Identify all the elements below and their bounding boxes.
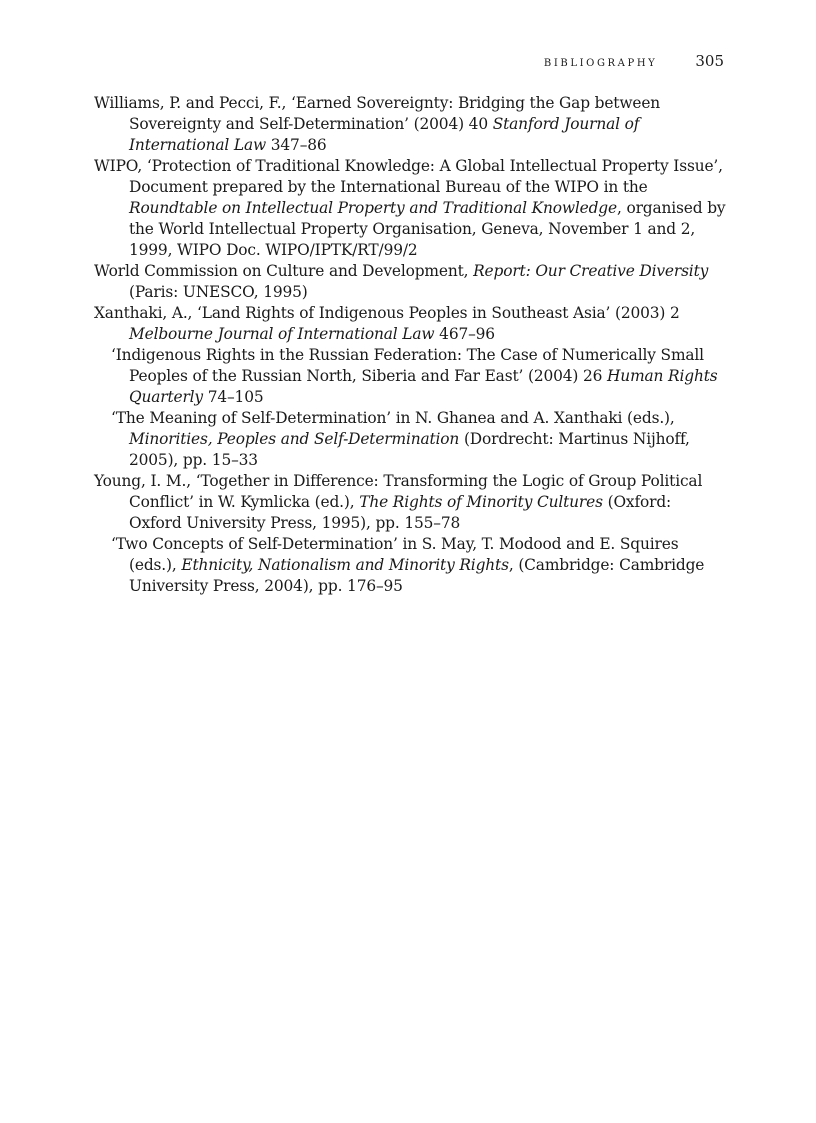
bib-entry-xanthaki-3 [94, 408, 726, 471]
running-head [94, 51, 724, 70]
entry-title: Human Rights Quarterly [129, 367, 718, 406]
entry-title: Melbourne Journal of International Law [129, 325, 435, 343]
entry-text: Young, I. M., ‘Together in Difference: Transforming the Logic of Group Political Conflict’ in W. Kymlicka (ed.), [94, 472, 703, 511]
bib-entry-xanthaki-2 [94, 345, 726, 408]
bibliography-list [94, 93, 726, 597]
entry-text: , organised by the World Intellectual Property Organisation, Geneva, November 1 and 2, 1999, WIPO Doc. WIPO/IPTK/RT/99/2 [129, 199, 726, 259]
entry-text: (Paris: UNESCO, 1995) [129, 283, 308, 301]
entry-title: Report: Our Creative Diversity [473, 262, 709, 280]
bib-entry-world-commission [94, 261, 726, 303]
entry-text: ‘Indigenous Rights in the Russian Federation: The Case of Numerically Small Peoples of the Russian North, Siberia and Far East’ (2004) 26 [111, 346, 704, 385]
bib-entry-young [94, 471, 726, 534]
entry-text: Williams, P. and Pecci, F., ‘Earned Sovereignty: Bridging the Gap between Sovereignty and Self-Determination’ (2004) 40 [94, 94, 661, 133]
entry-title: Roundtable on Intellectual Property and Traditional Knowledge [129, 199, 617, 217]
entry-text: 347–86 [266, 136, 327, 154]
bib-entry-wipo [94, 156, 726, 261]
entry-title: The Rights of Minority Cultures [359, 493, 603, 511]
bib-entry-xanthaki [94, 303, 726, 345]
running-title: BIBLIOGRAPHY [543, 58, 658, 69]
bib-entry-young-2 [94, 534, 726, 597]
entry-text: , (Cambridge: Cambridge University Press, 2004), pp. 176–95 [129, 556, 705, 595]
entry-text: ‘Two Concepts of Self-Determination’ in S. May, T. Modood and E. Squires (eds.), [111, 535, 679, 574]
entry-text: (Oxford: Oxford University Press, 1995), pp. 155–78 [129, 493, 672, 532]
entry-text: World Commission on Culture and Development, [94, 262, 474, 280]
entry-title: Stanford Journal of International Law [129, 115, 640, 154]
entry-text: 467–96 [434, 325, 495, 343]
entry-text: ‘The Meaning of Self-Determination’ in N. Ghanea and A. Xanthaki (eds.), [111, 409, 675, 427]
entry-text: Xanthaki, A., ‘Land Rights of Indigenous Peoples in Southeast Asia’ (2003) 2 [94, 304, 680, 322]
bib-entry-williams [94, 93, 726, 156]
page-number: 305 [695, 52, 724, 70]
entry-text: (Dordrecht: Martinus Nijhoff, 2005), pp. 15–33 [129, 430, 690, 469]
entry-text: 74–105 [202, 388, 264, 406]
entry-title: Minorities, Peoples and Self-Determination [129, 430, 460, 448]
entry-title: Ethnicity, Nationalism and Minority Rights [181, 556, 509, 574]
entry-text: WIPO, ‘Protection of Traditional Knowledge: A Global Intellectual Property Issue’, Document prepared by the International Bureau of the WIPO in the [94, 157, 723, 196]
